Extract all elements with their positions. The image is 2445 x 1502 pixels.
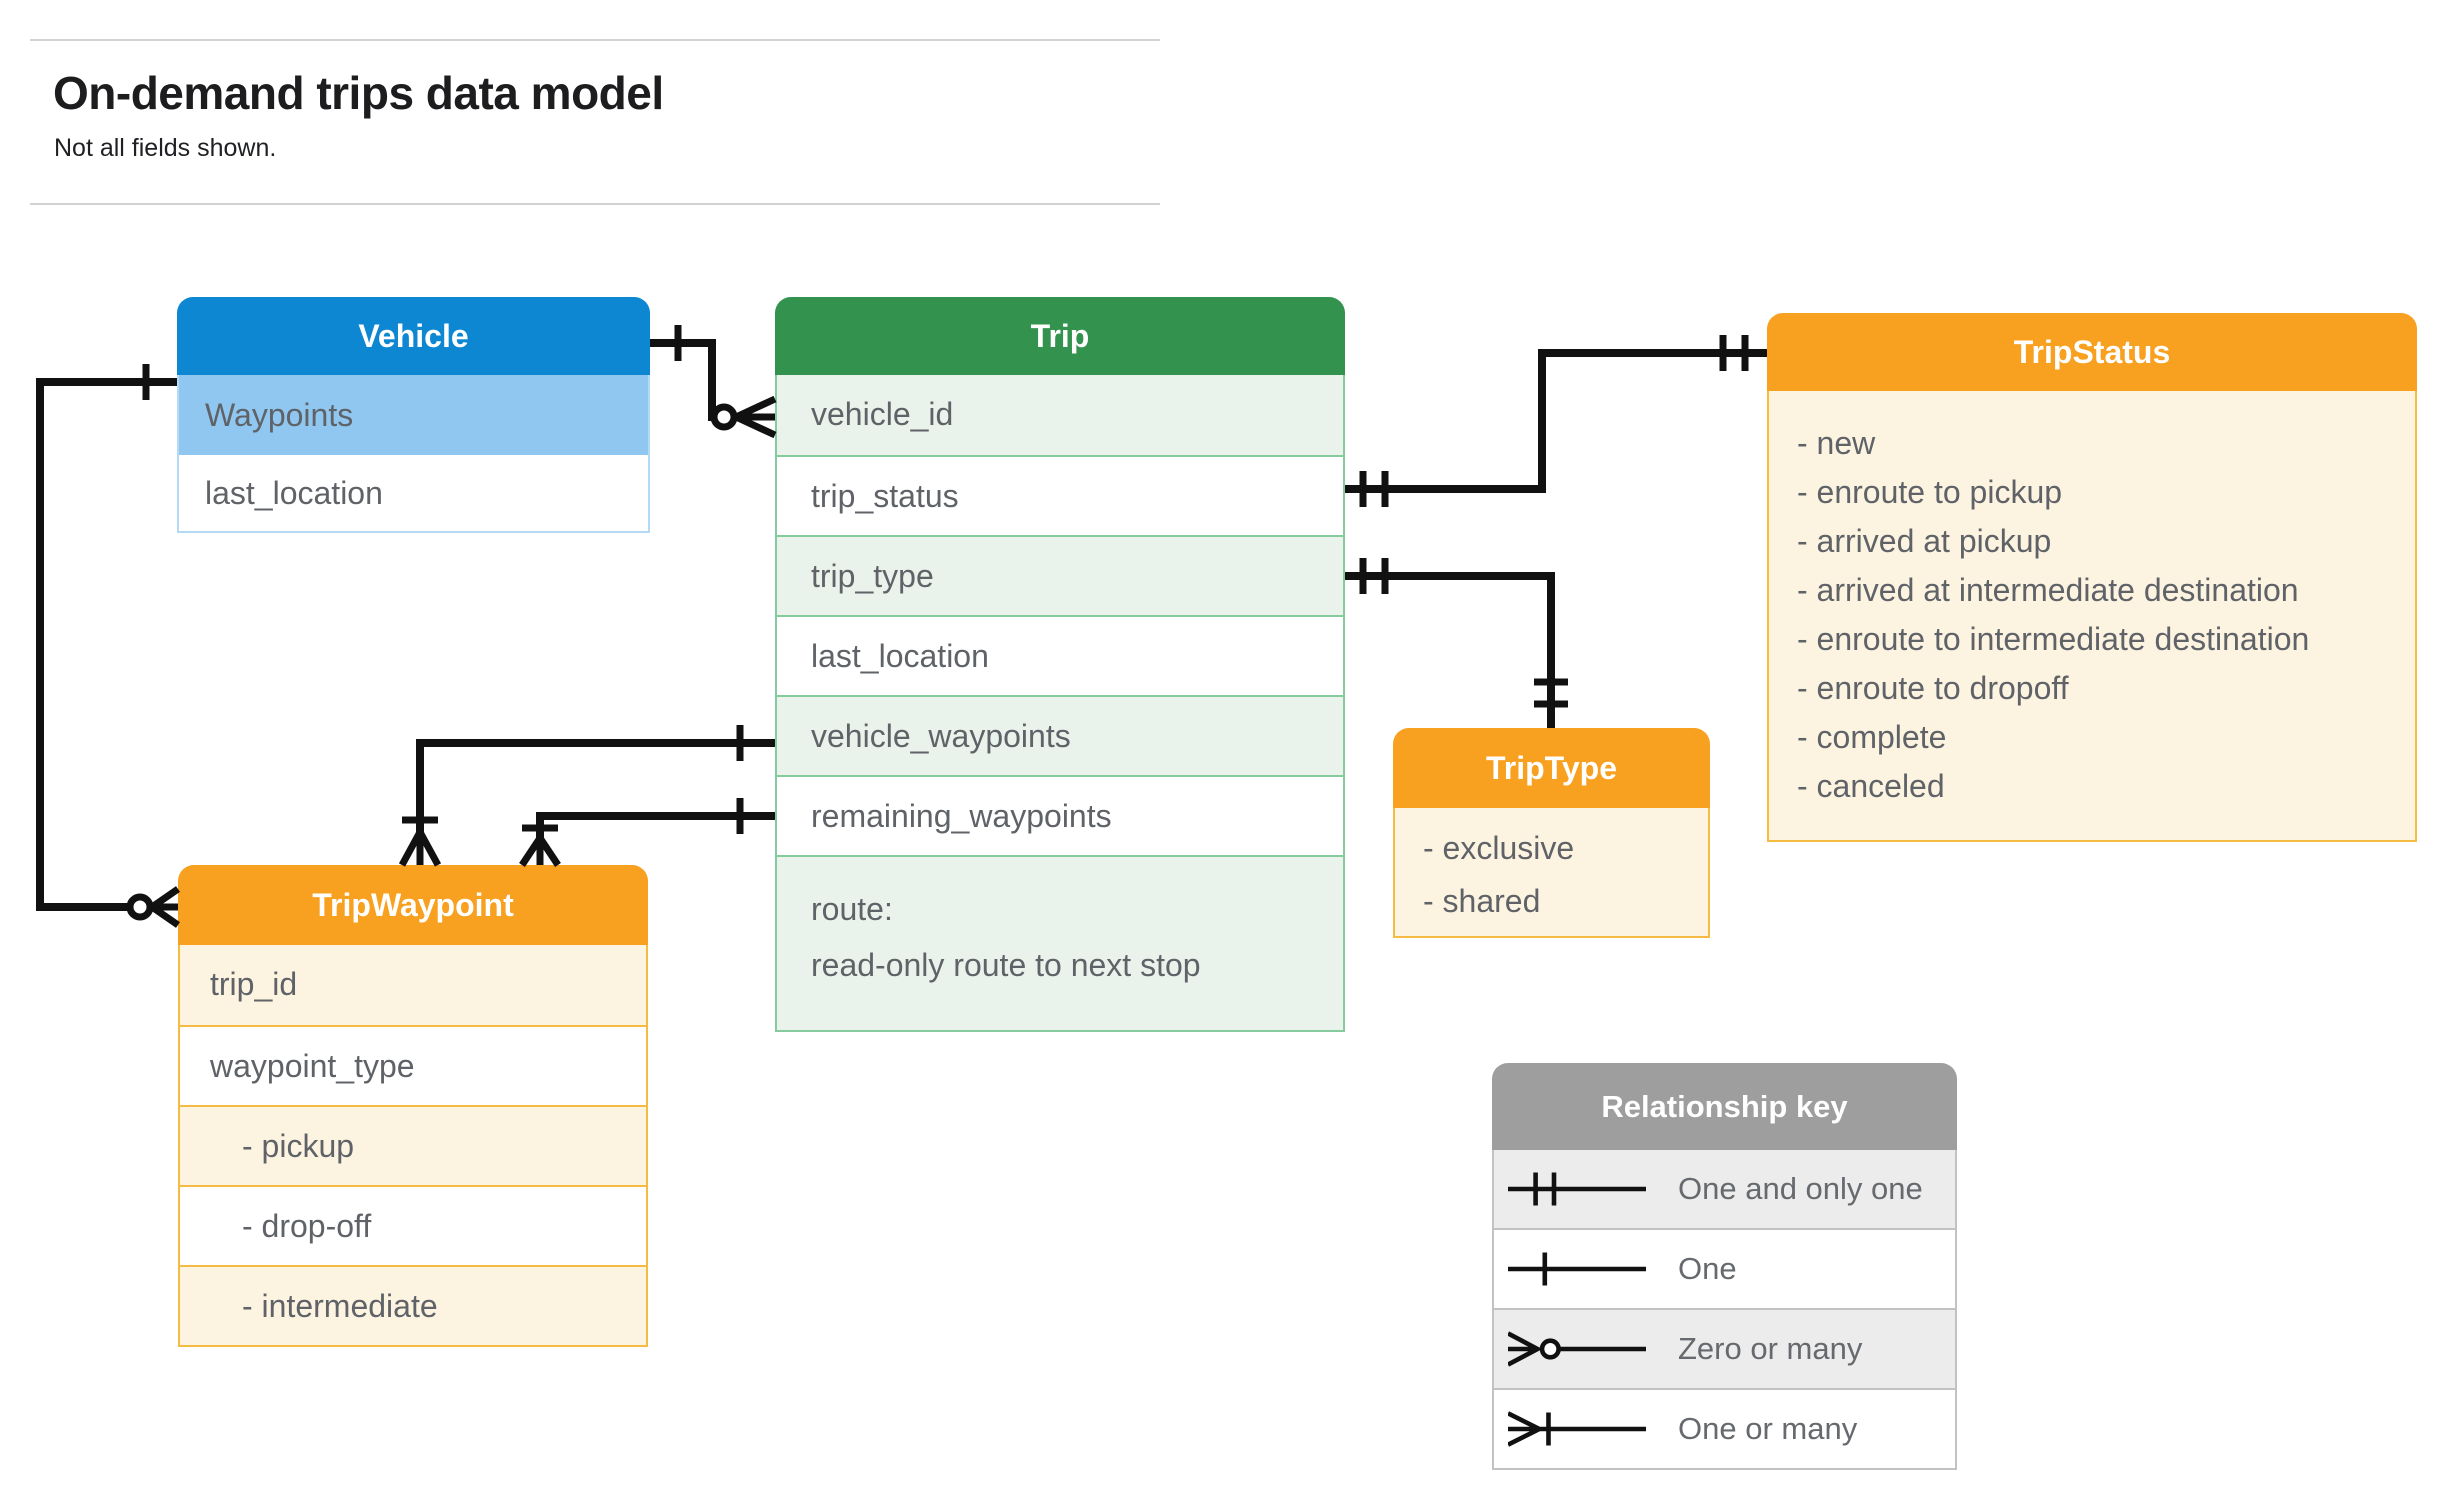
entity-tripstatus [1767, 313, 2417, 842]
relationship-trip-type-to-triptype [1345, 558, 1568, 728]
relationship-vehicle-waypoints-to-tripwaypoint [40, 364, 178, 925]
entity-vehicle [177, 297, 650, 533]
field-waypoint-trip-id: trip_id [180, 945, 646, 1025]
value-pickup: - pickup [180, 1105, 646, 1185]
legend-row-one-and-only-one [1494, 1150, 1955, 1228]
top-divider [30, 39, 1160, 41]
entity-vehicle-title: Vehicle [177, 297, 650, 375]
legend-label: One and only one [1678, 1171, 1923, 1206]
field-trip-type: trip_type [777, 535, 1343, 615]
legend-row-zero-or-many [1494, 1308, 1955, 1388]
entity-trip [775, 297, 1345, 1032]
field-vehicle-last-location: last_location [179, 455, 648, 531]
legend-row-one [1494, 1228, 1955, 1308]
one-or-many-icon [1508, 1407, 1646, 1451]
value-exclusive: - exclusive [1423, 830, 1575, 866]
field-trip-route [777, 855, 1343, 1030]
relationship-key-title: Relationship key [1492, 1063, 1957, 1150]
legend-label: One or many [1678, 1411, 1858, 1446]
value-drop-off: - drop-off [180, 1185, 646, 1265]
page-subtitle: Not all fields shown. [54, 134, 277, 162]
field-trip-vehicle-id: vehicle_id [777, 375, 1343, 455]
entity-tripwaypoint [178, 865, 648, 1347]
field-trip-route-line1: route: [811, 891, 893, 927]
legend-label: Zero or many [1678, 1331, 1863, 1366]
entity-triptype-title: TripType [1393, 728, 1710, 808]
field-trip-last-location: last_location [777, 615, 1343, 695]
one-and-only-one-icon [1508, 1167, 1646, 1211]
value-arrived-at-pickup: - arrived at pickup [1797, 523, 2052, 559]
relationship-key [1492, 1063, 1957, 1470]
legend-row-one-or-many [1494, 1388, 1955, 1468]
field-trip-vehicle-waypoints: vehicle_waypoints [777, 695, 1343, 775]
field-vehicle-waypoints: Waypoints [179, 375, 648, 455]
bottom-divider [30, 203, 1160, 205]
entity-tripwaypoint-title: TripWaypoint [178, 865, 648, 945]
relationship-vehicle-to-trip-vehicle-id [650, 325, 775, 435]
value-enroute-to-pickup: - enroute to pickup [1797, 474, 2063, 510]
value-new: - new [1797, 425, 1876, 461]
legend-label: One [1678, 1251, 1737, 1286]
page-title: On-demand trips data model [53, 67, 664, 119]
value-complete: - complete [1797, 719, 1947, 755]
value-intermediate: - intermediate [180, 1265, 646, 1345]
relationship-remaining-waypoints-to-tripwaypoint [522, 798, 775, 865]
field-trip-route-line2: read-only route to next stop [811, 947, 1201, 983]
field-trip-status: trip_status [777, 455, 1343, 535]
relationship-vehicle-waypoints-field-to-tripwaypoint [402, 725, 775, 865]
value-arrived-at-intermediate-destination: - arrived at intermediate destination [1797, 572, 2299, 608]
value-canceled: - canceled [1797, 768, 1945, 804]
entity-tripstatus-title: TripStatus [1767, 313, 2417, 391]
entity-triptype [1393, 728, 1710, 938]
value-enroute-to-intermediate-destination: - enroute to intermediate destination [1797, 621, 2310, 657]
value-enroute-to-dropoff: - enroute to dropoff [1797, 670, 2069, 706]
entity-trip-title: Trip [775, 297, 1345, 375]
field-waypoint-type: waypoint_type [180, 1025, 646, 1105]
one-icon [1508, 1247, 1646, 1291]
zero-or-many-icon [1508, 1327, 1646, 1371]
relationship-trip-status-to-tripstatus [1345, 335, 1767, 507]
field-trip-remaining-waypoints: remaining_waypoints [777, 775, 1343, 855]
value-shared: - shared [1423, 883, 1541, 919]
